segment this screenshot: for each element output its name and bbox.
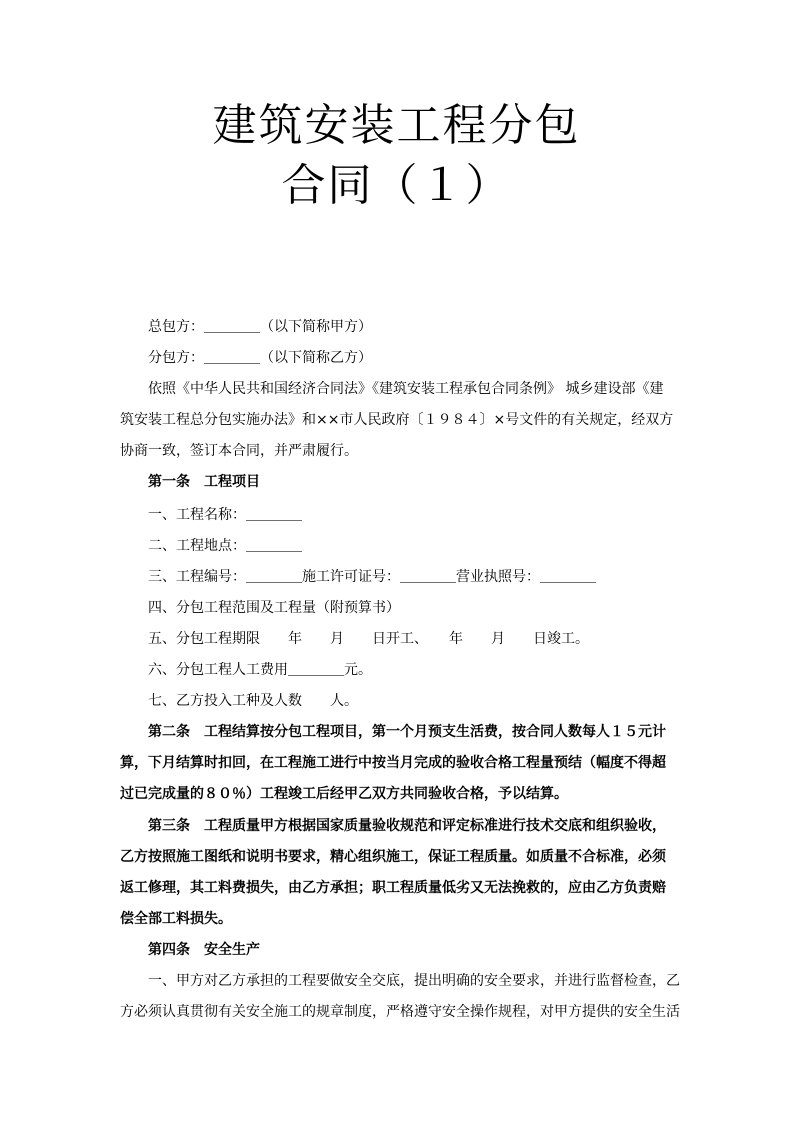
article-3-paragraph: 乙方按照施工图纸和说明书要求，精心组织施工，保证工程质量。如质量不合标准，必须 [120, 849, 666, 865]
article-1-item: 二、工程地点：＿＿＿＿ [148, 538, 302, 554]
article-2-paragraph: 过已完成量的８０％）工程竣工后经甲乙双方共同验收合格，予以结算。 [120, 786, 568, 802]
article-1-item: 四、分包工程范围及工程量（附预算书） [148, 600, 400, 616]
article-1-item: 五、分包工程期限 年 月 日开工、 年 月 日竣工。 [148, 631, 589, 647]
article-4-item: 一、甲方对乙方承担的工程要做安全交底，提出明确的安全要求，并进行监督检查，乙 [148, 973, 680, 989]
preamble-line: 依照《中华人民共和国经济合同法》《建筑安装工程承包合同条例》 城乡建设部《建 [148, 381, 664, 397]
article-1-item: 六、分包工程人工费用＿＿＿＿元。 [148, 662, 372, 678]
article-1-heading: 第一条 工程项目 [148, 474, 260, 490]
document-title-line-2: 合同（１） [281, 160, 512, 211]
article-2-paragraph: 第二条 工程结算按分包工程项目，第一个月预支生活费，按合同人数每人１５元计 [148, 724, 666, 740]
article-1-item: 七、乙方投入工种及人数 人。 [148, 693, 358, 709]
article-3-paragraph: 偿全部工料损失。 [120, 911, 232, 927]
preamble-line: 协商一致，签订本合同，并严肃履行。 [120, 443, 358, 459]
preamble-line: 筑安装工程总分包实施办法》和××市人民政府〔１９８４〕×号文件的有关规定，经双方 [120, 412, 674, 428]
article-4-heading: 第四条 安全生产 [148, 942, 260, 958]
article-1-item: 一、工程名称：＿＿＿＿ [148, 507, 302, 523]
article-4-item: 方必须认真贯彻有关安全施工的规章制度，严格遵守安全操作规程，对甲方提供的安全生活 [120, 1004, 680, 1020]
party-b-line: 分包方：＿＿＿＿（以下简称乙方） [148, 350, 372, 366]
article-1-item: 三、工程编号：＿＿＿＿施工许可证号：＿＿＿＿营业执照号：＿＿＿＿ [148, 569, 596, 585]
article-3-paragraph: 返工修理，其工料费损失，由乙方承担；职工程质量低劣又无法挽救的，应由乙方负责赔 [120, 880, 666, 896]
document-title-line-1: 建筑安装工程分包 [212, 100, 581, 151]
article-3-paragraph: 第三条 工程质量甲方根据国家质量验收规范和评定标准进行技术交底和组织验收， [148, 818, 666, 834]
article-2-paragraph: 算，下月结算时扣回，在工程施工进行中按当月完成的验收合格工程量预结（幅度不得超 [120, 755, 666, 771]
party-a-line: 总包方：＿＿＿＿（以下简称甲方） [148, 319, 372, 335]
